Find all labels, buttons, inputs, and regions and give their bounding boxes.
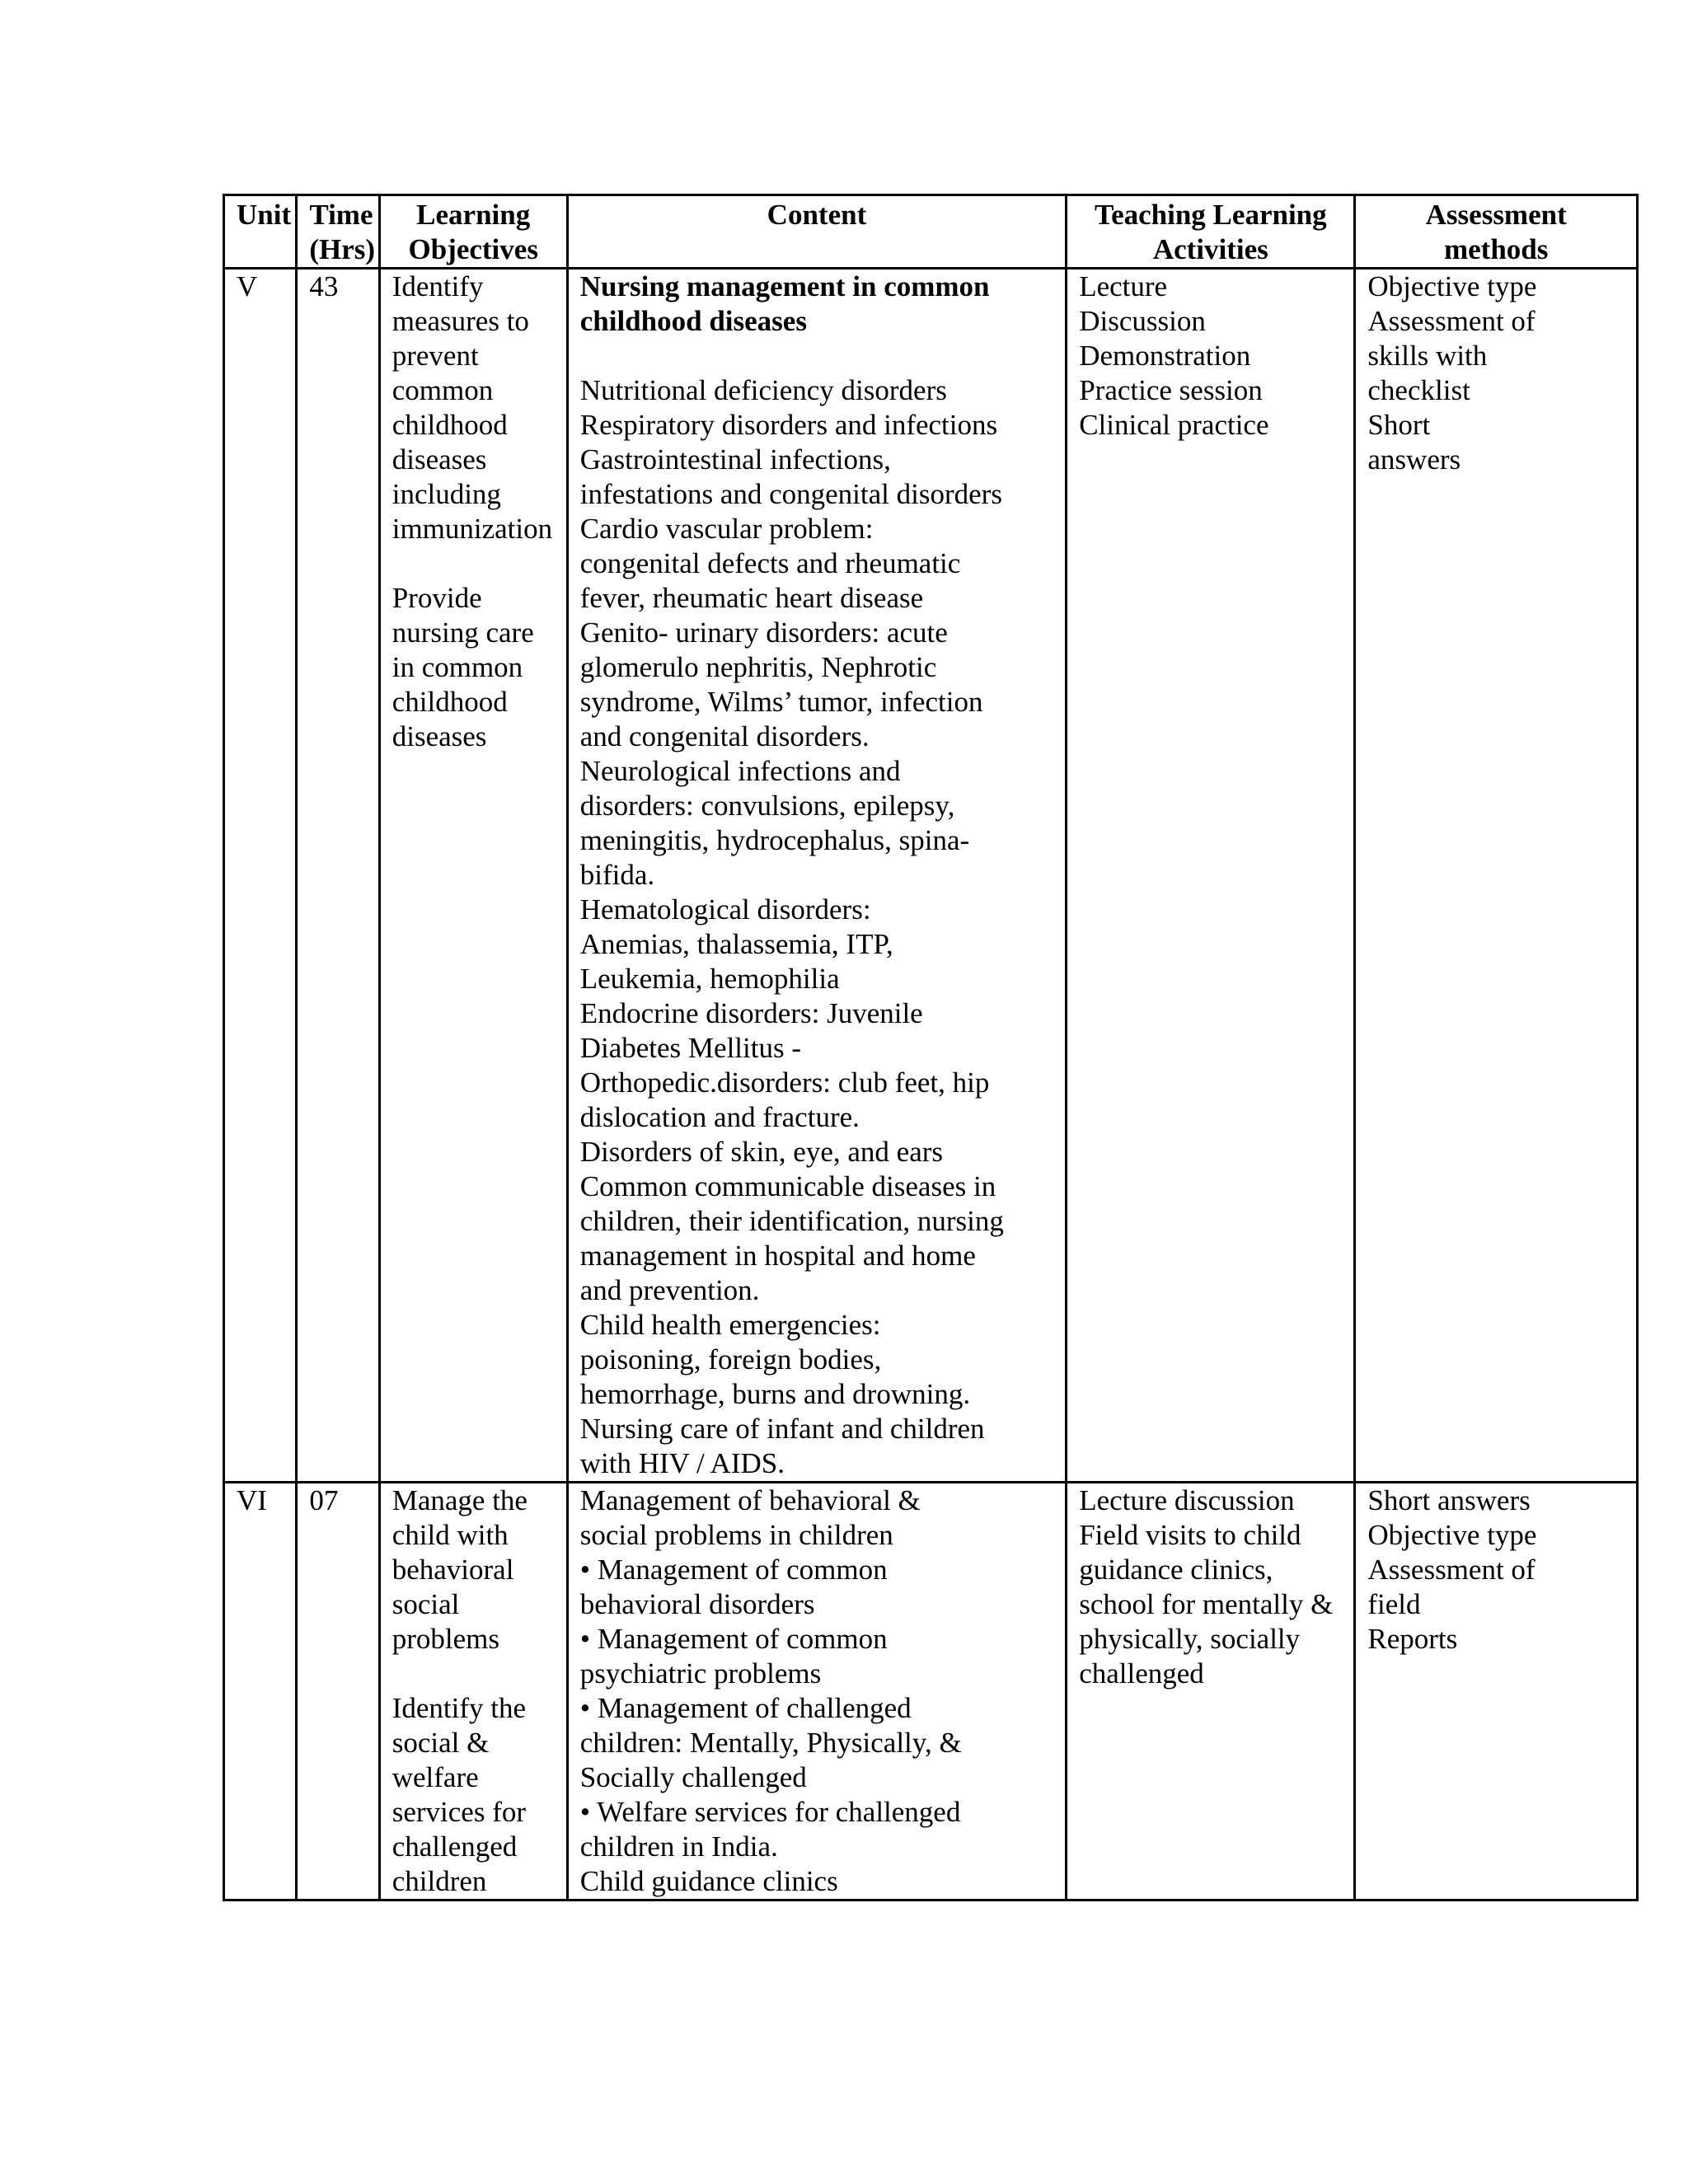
objective-line: children [392,1865,487,1897]
activity-line: guidance clinics, [1079,1554,1273,1586]
unit-cell [224,1483,297,1900]
spacer [580,339,1053,373]
content-line: Hematological disorders: [579,893,871,926]
activity-line: Practice session [1079,374,1263,406]
objective-line: challenged [392,1830,518,1863]
content-line: Common communicable diseases in [579,1170,996,1202]
content-line: with HIV / AIDS. [579,1447,785,1479]
content-line: glomerulo nephritis, Nephrotic [579,651,937,683]
time-value: 07 [309,1484,339,1516]
table-row [224,269,1638,1483]
header-assessment [1355,195,1638,269]
header-content [567,195,1066,269]
content-line: Nursing care of infant and children [579,1413,985,1445]
content-line: disorders: convulsions, epilepsy, [579,790,955,822]
header-objectives-line: Learning [416,199,531,231]
content-line: Anemias, thalassemia, ITP, [579,928,893,960]
content-line: hemorrhage, burns and drowning. [579,1378,971,1410]
activity-line: Lecture discussion [1079,1484,1295,1516]
objective-line: measures to [392,305,529,337]
unit-value: VI [237,1484,267,1516]
objective-line: child with [392,1519,509,1551]
assessment-line: answers [1367,443,1461,476]
objective-line: including [392,478,501,510]
header-unit [224,195,297,269]
unit-value: V [237,270,258,302]
time-cell [297,1483,379,1900]
objectives-cell [379,1483,567,1900]
objective-line: Provide [392,582,482,614]
assessment-line: checklist [1367,374,1470,406]
content-title-line: childhood diseases [579,305,807,337]
content-line: social problems in children [579,1519,893,1551]
objective-line: social [392,1588,460,1620]
objective-line: Manage the [392,1484,528,1516]
content-line: dislocation and fracture. [579,1101,860,1133]
content-line: congenital defects and rheumatic [579,547,961,579]
content-line: Child health emergencies: [579,1309,881,1341]
content-line: management in hospital and home [579,1240,976,1272]
content-line: meningitis, hydrocephalus, spina- [579,824,970,856]
objective-line: diseases [392,720,487,752]
assessment-line: Reports [1367,1623,1458,1655]
content-line: fever, rheumatic heart disease [579,582,924,614]
header-time-line: (Hrs) [309,233,376,265]
content-line: poisoning, foreign bodies, [579,1343,882,1376]
time-cell [297,269,379,1483]
objective-line: in common [392,651,523,683]
content-line: psychiatric problems [579,1657,822,1690]
header-time-line: Time [309,199,373,231]
content-line: Nutritional deficiency disorders [579,374,947,406]
content-cell [567,1483,1066,1900]
content-line: children in India. [579,1830,778,1863]
curriculum-table [223,194,1639,1901]
content-line: Genito- urinary disorders: acute [579,616,948,649]
header-unit-line: Unit [237,199,292,231]
objective-line: welfare [392,1761,479,1793]
content-line: infestations and congenital disorders [579,478,1002,510]
content-line: Gastrointestinal infections, [579,443,891,476]
assessment-line: Objective type [1367,1519,1537,1551]
objective-line: problems [392,1623,499,1655]
content-line: Diabetes Mellitus - [579,1032,801,1064]
content-line: Management of behavioral & [579,1484,921,1516]
assessment-line: Objective type [1367,270,1537,302]
objective-line: services for [392,1796,527,1828]
activity-line: Lecture [1079,270,1168,302]
spacer [392,546,555,581]
assessment-line: field [1367,1588,1421,1620]
assessment-line: Assessment of [1367,305,1536,337]
activity-line: physically, socially [1079,1623,1301,1655]
content-line: syndrome, Wilms’ tumor, infection [579,686,983,718]
header-activities [1067,195,1355,269]
content-line: Endocrine disorders: Juvenile [579,997,923,1029]
objective-line: immunization [392,513,553,545]
header-objectives-line: Objectives [408,233,538,265]
objective-line: Identify the [392,1692,527,1724]
content-line: Orthopedic.disorders: club feet, hip [579,1066,990,1099]
time-value: 43 [309,270,339,302]
activities-cell [1067,269,1355,1483]
assessment-line: Assessment of [1367,1554,1536,1586]
assessment-line: skills with [1367,340,1488,372]
content-line: and prevention. [579,1274,760,1306]
activity-line: Demonstration [1079,340,1251,372]
content-line: • Management of common [579,1554,888,1586]
content-line: Child guidance clinics [579,1865,838,1897]
table-row [224,1483,1638,1900]
content-title-line: Nursing management in common [579,270,990,302]
content-line: • Management of challenged [579,1692,912,1724]
objective-line: childhood [392,409,508,441]
content-line: Socially challenged [579,1761,807,1793]
objective-line: behavioral [392,1554,514,1586]
header-activities-line: Activities [1152,233,1268,265]
content-line: children: Mentally, Physically, & [579,1727,962,1759]
content-cell [567,269,1066,1483]
header-row [224,195,1638,269]
content-line: Cardio vascular problem: [579,513,874,545]
assessment-line: Short answers [1367,1484,1531,1516]
header-activities-line: Teaching Learning [1094,199,1327,231]
objective-line: prevent [392,340,479,372]
activity-line: Clinical practice [1079,409,1269,441]
objective-line: social & [392,1727,490,1759]
assessment-cell [1355,1483,1638,1900]
content-line: children, their identification, nursing [579,1205,1004,1237]
content-line: and congenital disorders. [579,720,870,752]
content-line: Neurological infections and [579,755,901,787]
header-objectives [379,195,567,269]
activity-line: challenged [1079,1657,1204,1690]
content-line: • Welfare services for challenged [579,1796,961,1828]
content-line: Disorders of skin, eye, and ears [579,1136,944,1168]
objective-line: diseases [392,443,487,476]
activity-line: school for mentally & [1079,1588,1334,1620]
content-line: • Management of common [579,1623,888,1655]
header-content-line: Content [767,199,867,231]
unit-cell [224,269,297,1483]
assessment-cell [1355,269,1638,1483]
header-assessment-line: Assessment [1425,199,1567,231]
content-line: behavioral disorders [579,1588,815,1620]
objective-line: nursing care [392,616,534,649]
content-line: Respiratory disorders and infections [579,409,998,441]
objectives-cell [379,269,567,1483]
activities-cell [1067,1483,1355,1900]
objective-line: childhood [392,686,508,718]
content-line: Leukemia, hemophilia [579,963,840,995]
activity-line: Discussion [1079,305,1206,337]
activity-line: Field visits to child [1079,1519,1301,1551]
header-assessment-line: methods [1443,233,1549,265]
assessment-line: Short [1367,409,1431,441]
objective-line: common [392,374,494,406]
objective-line: Identify [392,270,484,302]
header-time [297,195,379,269]
spacer [392,1657,555,1691]
content-line: bifida. [579,859,655,891]
